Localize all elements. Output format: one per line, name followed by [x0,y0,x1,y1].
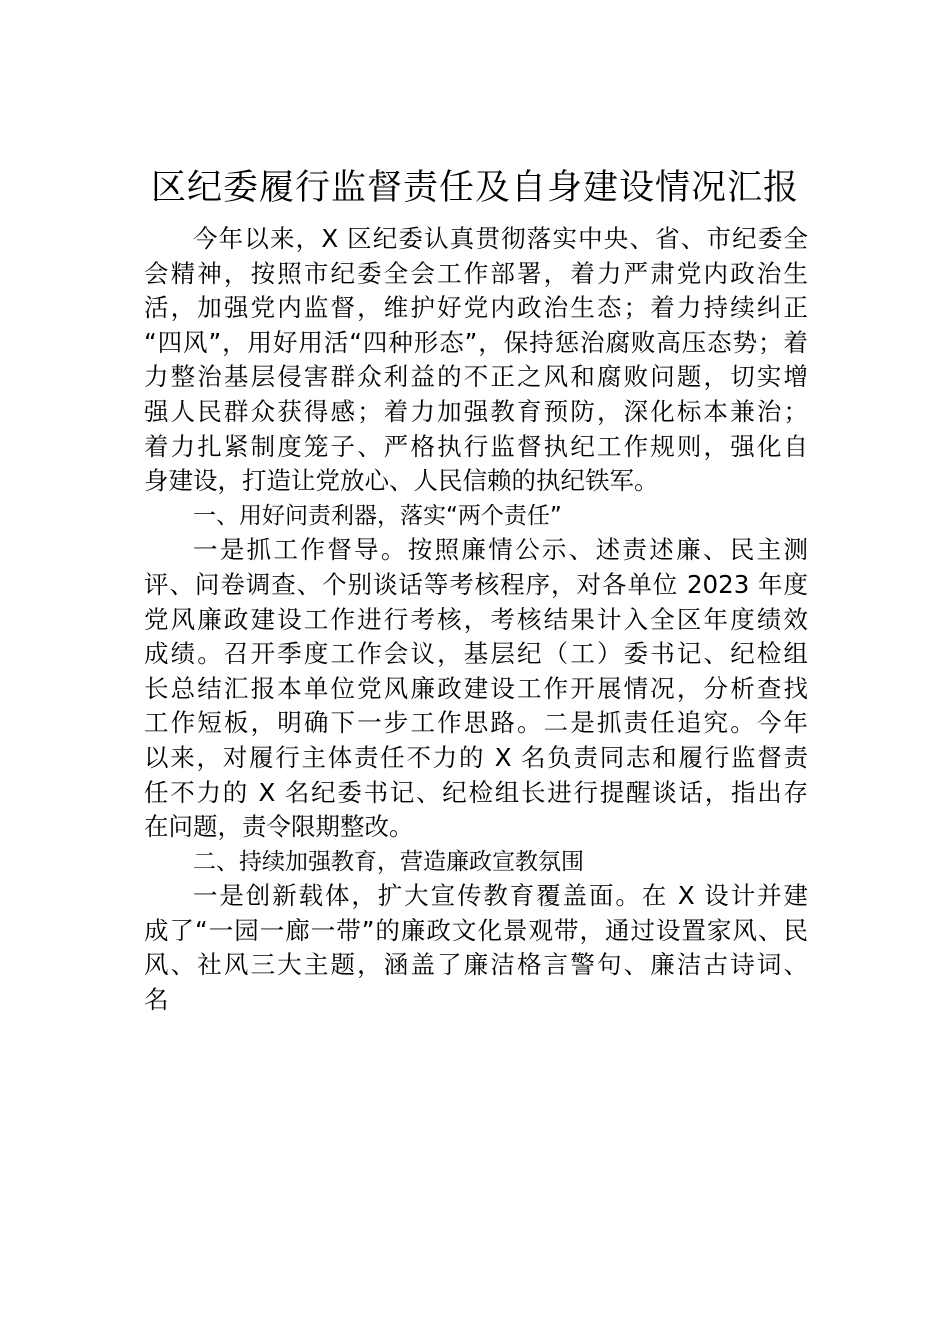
paragraph-line: 会精神，按照市纪委全会工作部署，着力严肃党内政治生 [144,258,808,288]
paragraph-line: 一是抓工作督导。按照廉情公示、述责述廉、民主测 [193,535,808,565]
paragraph-line: 长总结汇报本单位党风廉政建设工作开展情况，分析查找 [144,673,808,703]
paragraph-line: 活，加强党内监督，维护好党内政治生态；着力持续纠正 [144,293,808,323]
paragraph-line: 今年以来，X 区纪委认真贯彻落实中央、省、市纪委全 [193,224,808,253]
document-body [144,222,808,1018]
paragraph-line: 着力扎紧制度笼子、严格执行监督执纪工作规则，强化自 [144,431,808,461]
paragraph-line: 名 [144,985,169,1015]
paragraph-line: 风、社风三大主题，涵盖了廉洁格言警句、廉洁古诗词、 [144,950,808,980]
paragraph-line: 强人民群众获得感；着力加强教育预防，深化标本兼治； [144,396,808,426]
paragraph-line: 党风廉政建设工作进行考核，考核结果计入全区年度绩效 [144,604,808,634]
paragraph-line: 成绩。召开季度工作会议，基层纪（工）委书记、纪检组 [144,639,808,669]
paragraph-line: 身建设，打造让党放心、人民信赖的执纪铁军。 [144,466,659,496]
paragraph-line: 工作短板，明确下一步工作思路。二是抓责任追究。今年 [144,708,808,738]
section-heading: 一、用好问责利器，落实“两个责任” [193,502,562,529]
document-title: 区纪委履行监督责任及自身建设情况汇报 [150,168,799,208]
paragraph-line: 任不力的 X 名纪委书记、纪检组长进行提醒谈话，指出存 [144,777,808,807]
paragraph-line: “四风”，用好用活“四种形态”，保持惩治腐败高压态势；着 [144,327,808,357]
section-heading: 二、持续加强教育，营造廉政宣教氛围 [193,848,584,875]
paragraph-line: 评、问卷调查、个别谈话等考核程序，对各单位 2023 年度 [144,569,808,599]
paragraph-line: 力整治基层侵害群众利益的不正之风和腐败问题，切实增 [144,362,808,392]
paragraph-line: 一是创新载体，扩大宣传教育覆盖面。在 X 设计并建 [193,881,808,911]
paragraph-line: 成了“一园一廊一带”的廉政文化景观带，通过设置家风、民 [144,915,808,945]
paragraph-line: 在问题，责令限期整改。 [144,812,414,842]
paragraph-line: 以来，对履行主体责任不力的 X 名负责同志和履行监督责 [144,742,808,772]
